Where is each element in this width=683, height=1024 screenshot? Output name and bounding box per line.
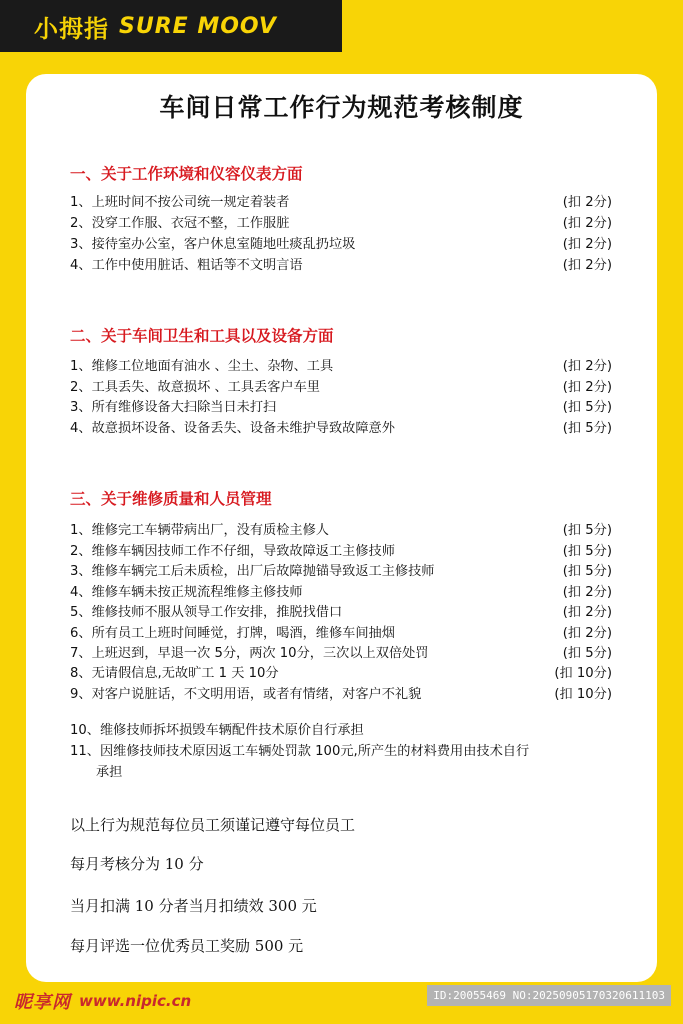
watermark-site [14, 988, 191, 1014]
list-item [70, 212, 616, 231]
item-points: (扣 5分) [562, 400, 612, 415]
list-item [70, 396, 616, 415]
item-points: (扣 10分) [554, 687, 612, 702]
list-item [70, 642, 616, 661]
item-text: 3、所有维修设备大扫除当日未打扫 [70, 400, 277, 415]
item-points: (扣 5分) [562, 523, 612, 538]
item-points: (扣 2分) [562, 237, 612, 252]
brand-logo-cn: 小拇指 [34, 14, 109, 43]
brand-logo-en: SURE MOOV [119, 13, 277, 39]
item-text: 1、上班时间不按公司统一规定着装者 [70, 195, 290, 210]
item-points: (扣 2分) [562, 195, 612, 210]
item-text: 9、对客户说脏话，不文明用语，或者有情绪，对客户不礼貌 [70, 687, 422, 702]
item-text: 4、维修车辆未按正规流程维修主修技师 [70, 585, 303, 600]
footer-line-4: 每月评选一位优秀员工奖励 500 元 [70, 937, 304, 955]
watermark-id: ID:20055469 NO:20250905170320611103 [427, 985, 671, 1006]
item-text: 1、维修完工车辆带病出厂，没有质检主修人 [70, 523, 329, 538]
note-text: 10、维修技师拆坏损毁车辆配件技术原价自行承担 [70, 723, 364, 738]
list-item [70, 355, 616, 374]
list-item [70, 662, 616, 681]
item-text: 2、没穿工作服、衣冠不整，工作服脏 [70, 216, 290, 231]
item-points: (扣 2分) [562, 359, 612, 374]
section-title-2: 二、关于车间卫生和工具以及设备方面 [70, 327, 334, 345]
list-item [70, 191, 616, 210]
list-item [70, 683, 616, 702]
brand-logo-bar [0, 0, 342, 52]
item-text: 4、工作中使用脏话、粗话等不文明言语 [70, 258, 303, 273]
item-points: (扣 2分) [562, 605, 612, 620]
list-item [70, 601, 616, 620]
footer-line-2: 每月考核分为 10 分 [70, 855, 204, 873]
footer-line-3: 当月扣满 10 分者当月扣绩效 300 元 [70, 897, 317, 915]
item-text: 5、维修技师不服从领导工作安排，推脱找借口 [70, 605, 343, 620]
item-points: (扣 2分) [562, 585, 612, 600]
watermark-site-name: 昵享网 [14, 992, 71, 1013]
item-text: 4、故意损坏设备、设备丢失、设备未维护导致故障意外 [70, 421, 395, 436]
section-title-1: 一、关于工作环境和仪容仪表方面 [70, 165, 303, 183]
item-text: 8、无请假信息,无故旷工 1 天 10分 [70, 666, 279, 681]
item-points: (扣 5分) [562, 564, 612, 579]
item-points: (扣 5分) [562, 544, 612, 559]
item-points: (扣 5分) [562, 646, 612, 661]
page-title: 车间日常工作行为规范考核制度 [159, 93, 524, 122]
item-text: 3、接待室办公室，客户休息室随地吐痰乱扔垃圾 [70, 237, 356, 252]
item-text: 2、维修车辆因技师工作不仔细，导致故障返工主修技师 [70, 544, 395, 559]
list-item [70, 254, 616, 273]
list-item [70, 560, 616, 579]
list-item [70, 519, 616, 538]
content-card [26, 74, 657, 982]
item-points: (扣 2分) [562, 380, 612, 395]
item-text: 3、维修车辆完工后未质检，出厂后故障抛锚导致返工主修技师 [70, 564, 435, 579]
item-text: 6、所有员工上班时间睡觉，打牌，喝酒，维修车间抽烟 [70, 626, 395, 641]
list-item [70, 622, 616, 641]
note-text: 11、因维修技师技术原因返工车辆处罚款 100元,所产生的材料费用由技术自行 [70, 744, 530, 759]
item-points: (扣 2分) [562, 626, 612, 641]
item-text: 2、工具丢失、故意损坏 、工具丢客户车里 [70, 380, 320, 395]
item-points: (扣 2分) [562, 258, 612, 273]
item-points: (扣 2分) [562, 216, 612, 231]
list-item [70, 417, 616, 436]
list-item [70, 233, 616, 252]
note-text-continued: 承担 [96, 765, 123, 780]
watermark-url: www.nipic.cn [79, 992, 192, 1010]
list-item [70, 581, 616, 600]
footer-line-1: 以上行为规范每位员工须谨记遵守每位员工 [70, 816, 356, 834]
section-title-3: 三、关于维修质量和人员管理 [70, 490, 272, 508]
note-item-10 [70, 720, 630, 741]
note-item-11 [70, 741, 630, 783]
item-text: 7、上班迟到，早退一次 5分，两次 10分，三次以上双倍处罚 [70, 646, 429, 661]
item-text: 1、维修工位地面有油水 、尘土、杂物、工具 [70, 359, 334, 374]
list-item [70, 540, 616, 559]
item-points: (扣 10分) [554, 666, 612, 681]
item-points: (扣 5分) [562, 421, 612, 436]
list-item [70, 376, 616, 395]
